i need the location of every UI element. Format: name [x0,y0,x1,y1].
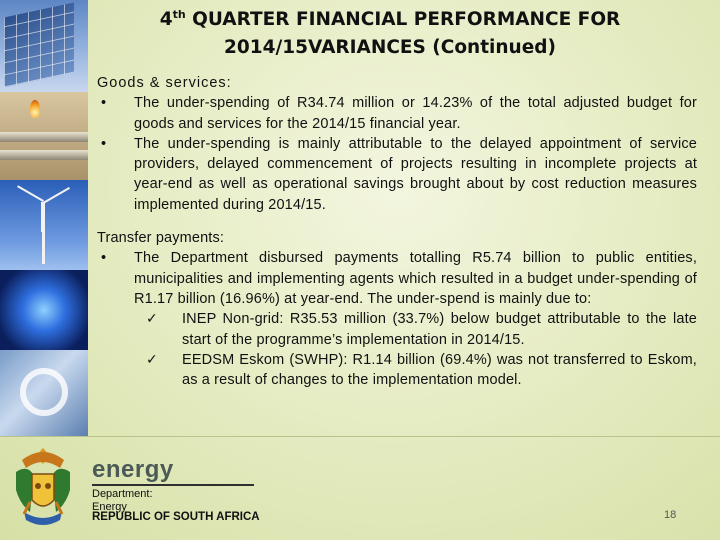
checkmark-icon: ✓ [146,351,158,368]
gas-pipeline-image [0,92,88,180]
bullet-text: The under-spending of R34.74 million or 14.23% of the total adjusted budget for goods and services for the 2014/15 financial year. [134,95,697,132]
title-line-2: 2014/15VARIANCES (Continued) [224,37,556,58]
slide-body [97,73,697,390]
goods-services-heading: Goods & services: [97,75,232,91]
bullet-item [97,93,697,134]
department-name: Department: Energy [92,488,153,513]
title-line-1: 4th QUARTER FINANCIAL PERFORMANCE FOR [159,7,621,30]
logo-divider [92,484,254,486]
wind-turbine-image [0,180,88,270]
energy-logo-word: energy [92,456,174,483]
bullet-text: The Department disbursed payments totalling R5.74 billion to public entities, municipalities and implementing agents which resulted in a budget under-spending of R1.17 billion (16.96%) at year-end. The under-spend is mainly due to: [134,250,697,307]
bullet-item [97,134,697,215]
bullet-icon: • [101,135,107,152]
solar-panels-image [0,0,88,92]
check-text: EEDSM Eskom (SWHP): R1.14 billion (69.4%) was not transferred to Eskom, as a result of changes to the implementation model. [182,351,697,389]
bullet-icon: • [101,250,107,267]
left-image-strip [0,0,88,436]
checkmark-icon: ✓ [146,311,158,328]
check-item [97,350,697,391]
bullet-item [97,248,697,309]
coat-of-arms-icon [10,442,76,532]
gas-flame-image [0,270,88,350]
country-name: REPUBLIC OF SOUTH AFRICA [92,511,260,523]
check-text: INEP Non-grid: R35.53 million (33.7%) below budget attributable to the late start of the programme’s implementation in 2014/15. [182,311,697,348]
transfer-payments-heading: Transfer payments: [97,230,225,247]
check-item [97,309,697,350]
page-number: 18 [664,509,677,521]
slide-title [130,6,650,62]
bullet-icon: • [101,95,107,112]
bullet-text: The under-spending is mainly attributable to the delayed appointment of service providers, delayed commencement of projects resulting in incomplete projects at year-end as well as operational savings brought about by cost reduction measures implemented during 2014/15. [134,135,697,213]
footer-divider [0,436,720,437]
light-bulb-image [0,350,88,436]
